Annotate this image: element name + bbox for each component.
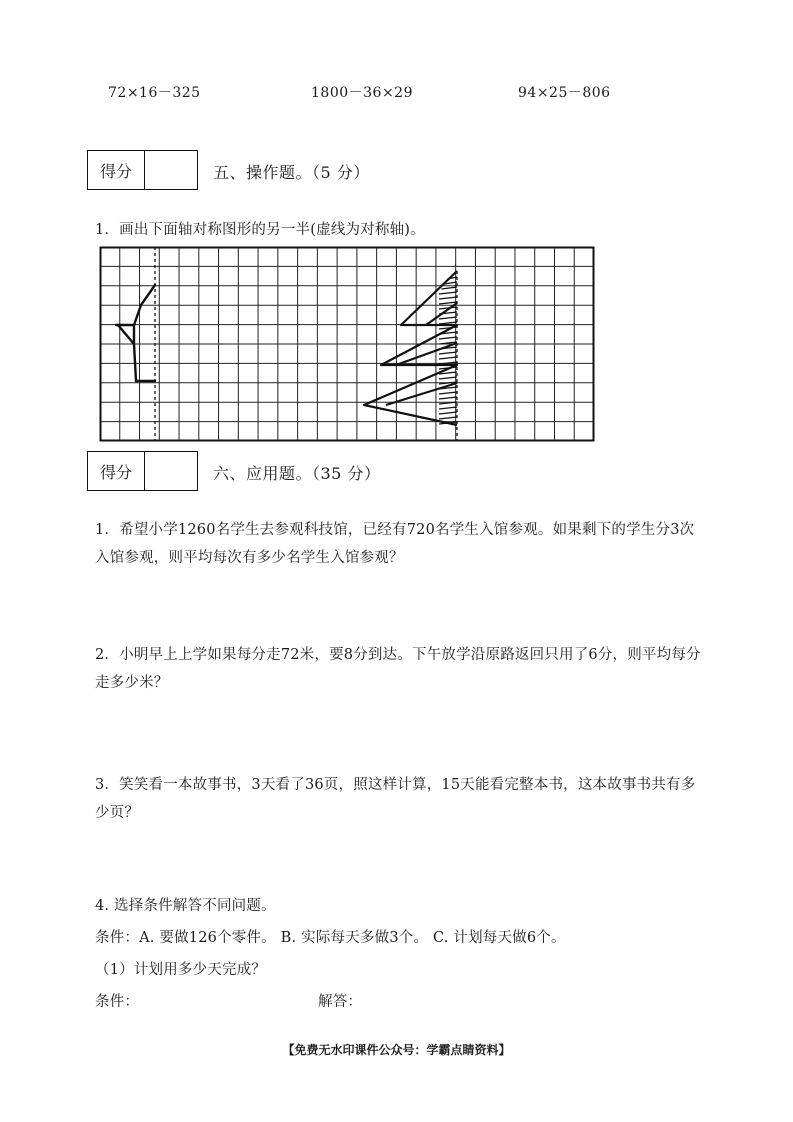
hatch-line: [439, 417, 457, 419]
hatch-line: [439, 377, 457, 379]
symmetry-grid-figure: [96, 243, 596, 449]
hatch-line: [441, 287, 457, 289]
hatch-line: [439, 337, 457, 339]
condition-label: 条件：: [95, 994, 140, 1010]
hatch-line: [439, 397, 457, 399]
section-6-question-1: 1．希望小学1260名学生去参观科技馆，已经有720名学生入馆参观。如果剩下的学生分3次入馆参观，则平均每次有多少名学生入馆参观？: [95, 522, 695, 566]
hatch-line: [439, 412, 457, 414]
hatch-line: [439, 297, 457, 299]
figure-y-shape: [116, 285, 155, 381]
score-label: 得分: [88, 151, 145, 189]
score-box-section-6: [87, 451, 198, 491]
hatch-line: [439, 317, 457, 319]
expression-2: 1800－36×29: [311, 85, 413, 101]
hatch-line: [439, 292, 457, 294]
score-blank[interactable]: [145, 452, 197, 490]
section-6-question-3: 3．笑笑看一本故事书，3天看了36页，照这样计算，15天能看完整本书，这本故事书共有多少页？: [95, 777, 696, 821]
hatch-line: [439, 357, 457, 359]
expression-3: 94×25－806: [518, 85, 611, 101]
grid-svg: [96, 243, 596, 449]
hatch-line: [439, 407, 457, 409]
section-6-question-4-title: 4. 选择条件解答不同问题。: [95, 898, 276, 914]
section-6-heading: 六、应用题。（35 分）: [213, 464, 381, 483]
section-5-heading: 五、操作题。（5 分）: [213, 163, 370, 182]
footer-note: 【免费无水印课件公众号：学霸点睛资料】: [282, 1043, 511, 1057]
expression-1: 72×16－325: [108, 85, 201, 101]
hatch-line: [439, 352, 457, 354]
hatch-line: [439, 392, 457, 394]
section-6-question-4-sub-1: （1）计划用多少天完成？: [95, 962, 267, 978]
score-blank[interactable]: [145, 151, 197, 189]
hatch-line: [439, 322, 457, 324]
section-5-question-1: 1．画出下面轴对称图形的另一半(虚线为对称轴)。: [95, 222, 425, 238]
score-label: 得分: [88, 452, 145, 490]
section-6-question-4-conditions: 条件：A. 要做126个零件。 B. 实际每天多做3个。 C. 计划每天做6个。: [95, 930, 566, 946]
answer-label: 解答：: [318, 994, 363, 1010]
score-box-section-5: [87, 150, 198, 190]
section-6-question-2: 2．小明早上上学如果每分走72米，要8分到达。下午放学沿原路返回只用了6分，则平均每分走多少米？: [95, 647, 701, 691]
